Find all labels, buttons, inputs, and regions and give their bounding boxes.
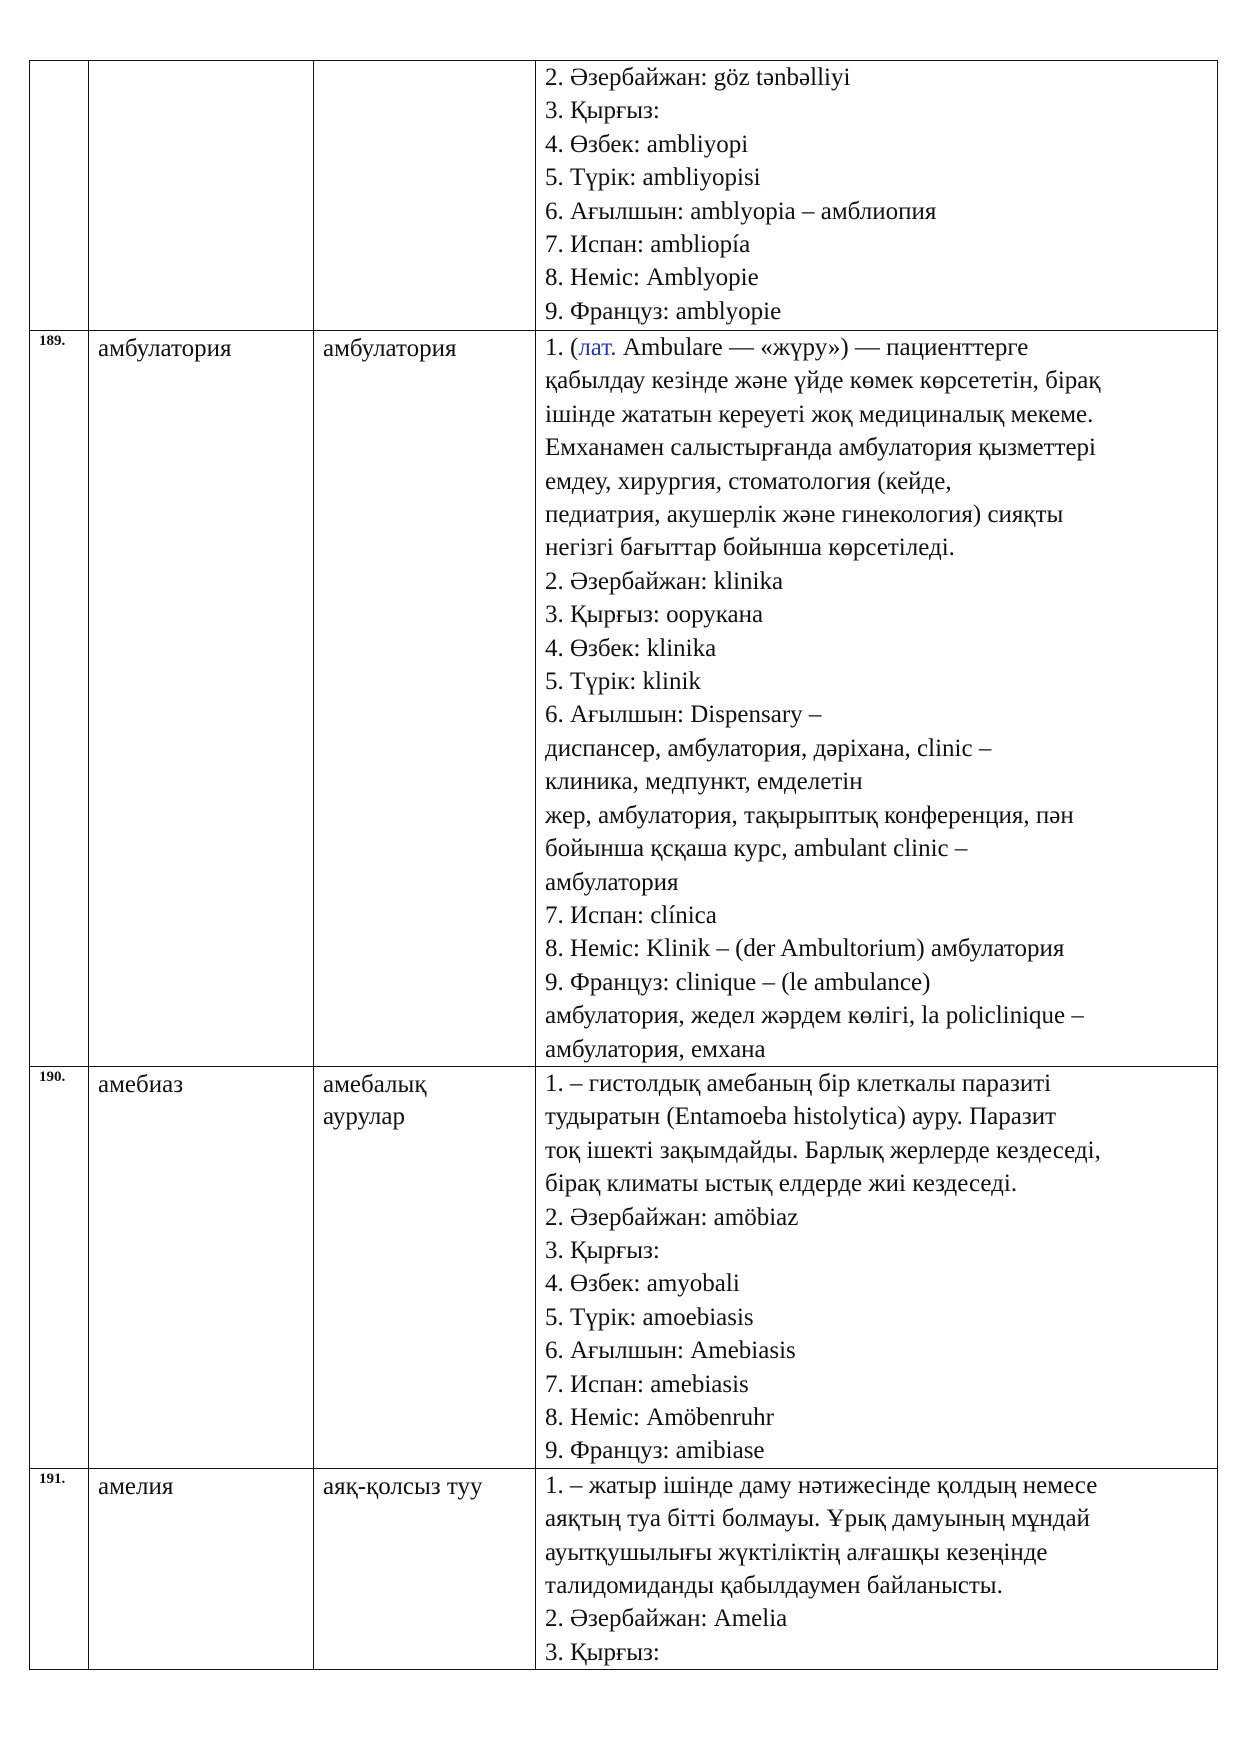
term-kazakh: [314, 1066, 536, 1468]
definition-line: клиника, медпункт, емделетін: [545, 768, 863, 796]
term-kazakh: [314, 61, 536, 331]
definition-line: амбулатория, емхана: [545, 1035, 766, 1063]
definition-line: 7. Испан: ambliopía: [545, 231, 751, 259]
definition-line: 2. Әзербайжан: Amelia: [545, 1605, 788, 1633]
definition-line: 4. Өзбек: amyobali: [545, 1270, 740, 1298]
definition-cell: [536, 1468, 1218, 1669]
latin-abbreviation: лат.: [578, 334, 617, 361]
definition-line: талидомиданды қабылдаумен байланысты.: [545, 1572, 1003, 1600]
entry-number: 189.: [30, 331, 89, 1067]
definition-line: 4. Өзбек: klinika: [545, 634, 717, 662]
definition-line: бірақ климаты ыстық елдерде жиі кездеседі.: [545, 1170, 1018, 1198]
definition-line: 3. Қырғыз:: [545, 97, 660, 125]
definition-line: 2. Әзербайжан: amöbiaz: [545, 1203, 799, 1231]
definition-line: 1. – гистолдық амебаның бір клеткалы паразиті: [545, 1069, 1052, 1097]
definition-line: 3. Қырғыз:: [545, 1638, 660, 1666]
definition-line: 3. Қырғыз:: [545, 1236, 660, 1264]
definition-cell: [536, 61, 1218, 331]
definition-line: диспансер, амбулатория, дәріхана, clinic –: [545, 734, 992, 762]
term-russian: [89, 61, 314, 331]
definition-line: 2. Әзербайжан: klinika: [545, 567, 784, 595]
definition-line: аяқтың туа бітті болмауы. Ұрық дамуының мұндай: [545, 1505, 1090, 1533]
definition-line: 8. Неміс: Amblyopie: [545, 264, 759, 292]
definition-line: тоқ ішекті зақымдайды. Барлық жерлерде кездеседі,: [545, 1136, 1101, 1164]
table-row: [30, 331, 1218, 1067]
term-russian: амелия: [89, 1468, 314, 1669]
definition-line: 5. Түрік: ambliyopisi: [545, 164, 761, 192]
definition-line: педиатрия, акушерлік және гинекология) сияқты: [545, 501, 1064, 529]
term-kazakh-line: аурулар: [323, 1102, 405, 1130]
definition-line: негізгі бағыттар бойынша көрсетіледі.: [545, 534, 955, 562]
term-russian: амбулатория: [89, 331, 314, 1067]
definition-line: [545, 331, 1207, 364]
definition-line: 8. Неміс: Klinik – (der Ambultorium) амбулатория: [545, 935, 1065, 963]
definition-line: 3. Қырғыз: оорукана: [545, 601, 764, 629]
term-kazakh: амбулатория: [314, 331, 536, 1067]
definition-text: Ambulare — «жүру») — пациенттерге: [616, 334, 1029, 361]
definition-line: 8. Неміс: Amöbenruhr: [545, 1404, 774, 1431]
definition-line: 7. Испан: clínica: [545, 901, 717, 929]
definition-line: амбулатория, жедел жәрдем көлігі, la policlinique –: [545, 1002, 1084, 1030]
definition-line: бойынша қсқаша курс, ambulant clinic –: [545, 835, 968, 863]
definition-line: 9. Француз: amblyopie: [545, 297, 782, 325]
entry-number: 191.: [30, 1468, 89, 1669]
dictionary-table: [29, 60, 1218, 1670]
entry-number: [30, 61, 89, 331]
definition-line: емдеу, хирургия, стоматология (кейде,: [545, 467, 952, 495]
dictionary-page: [29, 60, 1217, 1670]
definition-line: 5. Түрік: klinik: [545, 668, 701, 696]
term-kazakh: аяқ-қолсыз туу: [314, 1468, 536, 1669]
term-kazakh-line: амебалық: [323, 1070, 427, 1098]
definition-line: 7. Испан: amebiasis: [545, 1370, 749, 1398]
definition-line: жер, амбулатория, тақырыптық конференция, пән: [545, 801, 1074, 829]
definition-cell: [536, 331, 1218, 1067]
definition-line: 9. Француз: clinique – (le ambulance): [545, 968, 931, 996]
definition-cell: [536, 1066, 1218, 1468]
definition-line: амбулатория: [545, 868, 679, 896]
definition-line: 9. Француз: amibiase: [545, 1437, 765, 1465]
definition-line: ішінде жататын кереуеті жоқ медициналық мекеме.: [545, 400, 1094, 428]
definition-line: тудыратын (Entamoeba histolytica) ауру. Паразит: [545, 1103, 1057, 1131]
table-row: [30, 61, 1218, 331]
definition-line: Емханамен салыстырғанда амбулатория қызметтері: [545, 434, 1096, 462]
definition-line: 5. Түрік: amoebiasis: [545, 1303, 754, 1331]
table-row: [30, 1468, 1218, 1669]
definition-prefix: 1. (: [545, 334, 579, 361]
entry-number: 190.: [30, 1066, 89, 1468]
table-row: [30, 1066, 1218, 1468]
definition-line: 2. Әзербайжан: göz tənbəlliyi: [545, 64, 851, 91]
term-russian: амебиаз: [89, 1066, 314, 1468]
definition-line: 6. Ағылшын: Amebiasis: [545, 1337, 796, 1365]
definition-line: 1. – жатыр ішінде даму нәтижесінде қолдың немесе: [545, 1471, 1098, 1499]
definition-line: 6. Ағылшын: amblyopia – амблиопия: [545, 197, 937, 225]
definition-line: 6. Ағылшын: Dispensary –: [545, 701, 822, 729]
definition-line: ауытқушылығы жүктіліктің алғашқы кезеңінде: [545, 1538, 1048, 1566]
definition-line: 4. Өзбек: ambliyopi: [545, 130, 749, 158]
definition-line: қабылдау кезінде және үйде көмек көрсететін, бірақ: [545, 367, 1101, 395]
